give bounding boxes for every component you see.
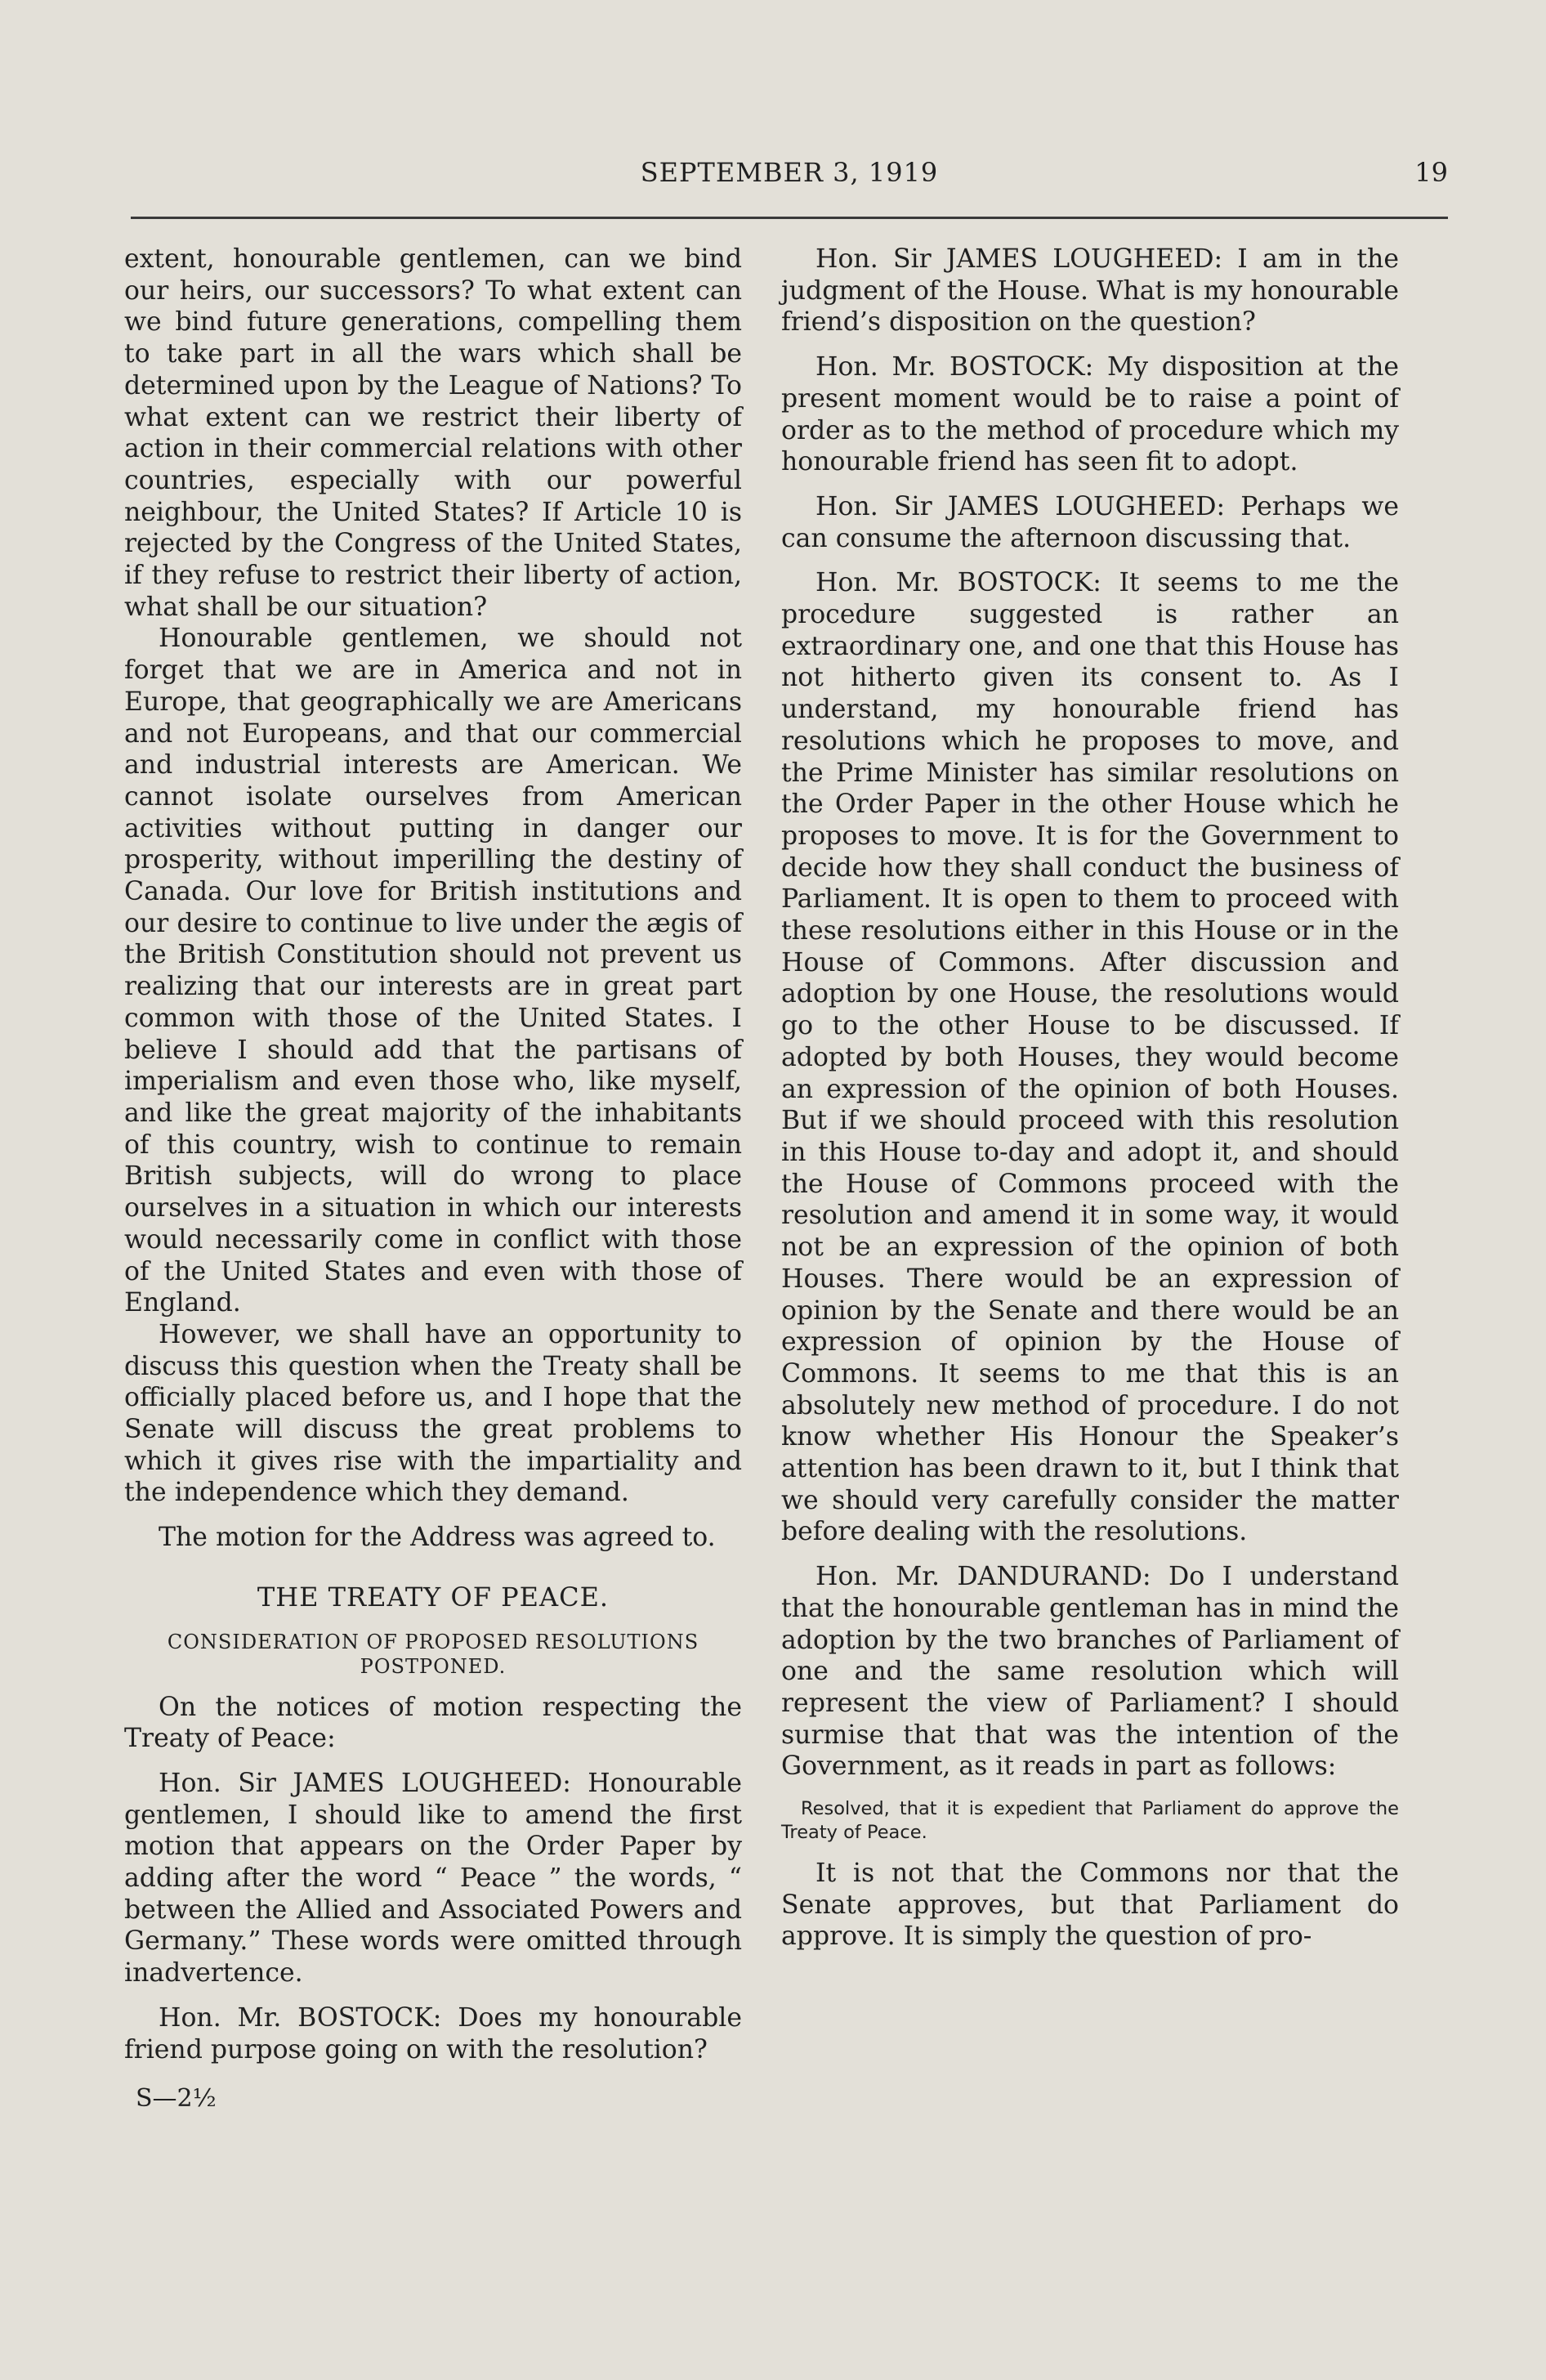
paragraph: Hon. Mr. BOSTOCK: It seems to me the procedure suggested is rather an extraordinary one, and one that this House has not hitherto given its consent to. As I understand, my honourable friend has resolutions which he proposes to move, and the Prime Minister has similar resolutions on the Order Paper in the other House which he proposes to move. It is for the Government to decide how they shall conduct the business of Parliament. It is open to them to proceed with these resolutions either in this House or in the House of Commons. After discussion and adoption by one House, the resolutions would go to the other House to be discussed. If adopted by both Houses, they would become an expression of the opinion of both Houses. But if we should proceed with this resolution in this House to-day and adopt it, and should the House of Commons proceed with the resolution and amend it in some way, it would not be an expression of the opinion of both Houses. There would be an expression of opinion by the Senate and there would be an expression of opinion by the House of Commons. It seems to me that this is an absolutely new method of procedure. I do not know whether His Honour the Speaker’s attention has been drawn to it, but I think that we should very carefully consider the matter before dealing with the resolutions.	[781, 568, 1399, 1547]
paragraph: Honourable gentlemen, we should not forget that we are in America and not in Europe, that geographically we are Americans and not Europeans, and that our commercial and industrial interests are American. We cannot isolate ourselves from American activities without putting in danger our prosperity, without imperilling the destiny of Canada. Our love for British institutions and our desire to continue to live under the ægis of the British Constitution should not prevent us realizing that our interests are in great part common with those of the United States. I believe I should add that the partisans of imperialism and even those who, like myself, and like the great majority of the inhabitants of this country, wish to continue to remain British subjects, will do wrong to place ourselves in a situation in which our interests would necessarily come in conflict with those of the United States and even with those of England.	[124, 624, 742, 1318]
paragraph: The motion for the Address was agreed to.	[159, 1523, 716, 1553]
left-column	[124, 244, 742, 2115]
page-header	[131, 154, 1448, 195]
paragraph: Hon. Mr. DANDURAND: Do I understand that the honourable gentleman has in mind the adoption by the two branches of Parliament of one and the same resolution which will represent the view of Parliament? I should surmise that that was the intention of the Government, as it reads in part as follows:	[781, 1562, 1399, 1782]
page-number: 19	[1414, 157, 1448, 188]
right-column	[781, 244, 1399, 1953]
paragraph: It is not that the Commons nor that the Senate approves, but that Parliament do approve. It is simply the question of pro-	[781, 1859, 1399, 1952]
header-rule	[131, 217, 1448, 219]
paragraph: Hon. Sir JAMES LOUGHEED: Honourable gentlemen, I should like to amend the first motion that appears on the Order Paper by adding after the word “ Peace ” the words, “ between the Allied and Associated Powers and Germany.” These words were omitted through inadvertence.	[124, 1768, 742, 1989]
paragraph: Hon. Mr. BOSTOCK: My disposition at the present moment would be to raise a point of order as to the method of procedure which my honourable friend has seen fit to adopt.	[781, 352, 1399, 477]
signature-mark: S—2½	[136, 2084, 217, 2114]
running-head: SEPTEMBER 3, 1919	[640, 157, 939, 188]
quoted-resolution: Resolved, that it is expedient that Parliament do approve the Treaty of Peace.	[781, 1798, 1399, 1844]
paragraph: However, we shall have an opportunity to discuss this question when the Treaty shall be officially placed before us, and I hope that the Senate will discuss the great problems to which it gives rise with the impartiality and the independence which they demand.	[124, 1319, 742, 1508]
paragraph: Hon. Sir JAMES LOUGHEED: Perhaps we can consume the afternoon discussing that.	[781, 491, 1399, 553]
paragraph: On the notices of motion respecting the Treaty of Peace:	[124, 1692, 742, 1754]
section-heading: THE TREATY OF PEACE.	[257, 1581, 610, 1613]
paragraph: Hon. Sir JAMES LOUGHEED: I am in the judgment of the House. What is my honourable friend’s disposition on the question?	[781, 244, 1399, 338]
paragraph: extent, honourable gentlemen, can we bind our heirs, our successors? To what extent can we bind future generations, compelling them to take part in all the wars which shall be determined upon by the League of Nations? To what extent can we restrict their liberty of action in their commercial relations with other countries, especially with our powerful neighbour, the United States? If Article 10 is rejected by the Congress of the United States, if they refuse to restrict their liberty of action, what shall be our situation?	[124, 244, 742, 622]
section-subheading: CONSIDERATION OF PROPOSED RESOLUTIONS POSTPONED.	[167, 1630, 699, 1678]
paragraph: Hon. Mr. BOSTOCK: Does my honourable friend purpose going on with the resolution?	[124, 2002, 742, 2065]
